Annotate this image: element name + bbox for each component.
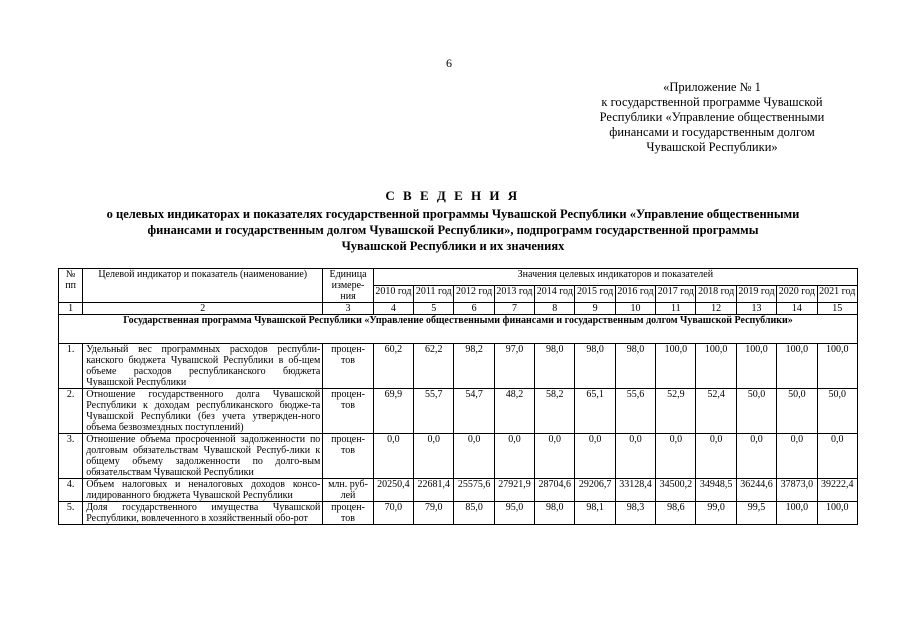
unit: процен-тов [323,344,373,389]
header-year: 2017 год [656,286,696,303]
indicator-value: 0,0 [454,434,494,479]
indicator-value: 34948,5 [696,479,736,502]
section-title: Государственная программа Чувашской Республики «Управление общественными финансами и государственным долгом Чувашской Республики» [59,315,858,344]
header-indicator: Целевой индикатор и показатель (наименование) [83,269,323,303]
indicator-value: 0,0 [414,434,454,479]
document-title: С В Е Д Е Н И Я [385,188,520,203]
unit: процен-тов [323,389,373,434]
indicator-value: 0,0 [373,434,413,479]
column-number: 14 [777,303,817,315]
indicator-value: 27921,9 [494,479,534,502]
indicator-value: 39222,4 [817,479,857,502]
unit: процен-тов [323,434,373,479]
indicator-value: 62,2 [414,344,454,389]
indicator-value: 60,2 [373,344,413,389]
header-unit: Единица измере-ния [323,269,373,303]
indicators-table [58,268,858,525]
indicator-value: 34500,2 [656,479,696,502]
indicator-value: 37873,0 [777,479,817,502]
indicator-value: 55,7 [414,389,454,434]
unit: процен-тов [323,502,373,525]
indicator-value: 99,5 [736,502,776,525]
header-year: 2016 год [615,286,655,303]
indicator-value: 52,4 [696,389,736,434]
indicator-value: 100,0 [656,344,696,389]
indicator-value: 0,0 [736,434,776,479]
column-number: 1 [59,303,83,315]
indicator-name: Удельный вес программных расходов республи-канского бюджета Чувашской Республики в об-щем объеме расходов республиканского бюджета Чувашской Республики [83,344,323,389]
indicator-value: 98,3 [615,502,655,525]
appendix-note [578,80,846,155]
indicator-name: Доля государственного имущества Чувашской Республики, вовлеченного в хозяйственный обо-рот [83,502,323,525]
table-row [59,434,858,479]
appendix-line: к государственной программе Чувашской [601,95,823,109]
header-year: 2013 год [494,286,534,303]
indicator-value: 70,0 [373,502,413,525]
row-number: 5. [59,502,83,525]
indicator-value: 58,2 [535,389,575,434]
indicator-value: 0,0 [494,434,534,479]
header-year: 2010 год [373,286,413,303]
header-year: 2019 год [736,286,776,303]
header-year: 2014 год [535,286,575,303]
subtitle-line: о целевых индикаторах и показателях государственной программы Чувашской Республики «Управление общественными [106,207,800,221]
column-number: 9 [575,303,615,315]
column-number: 3 [323,303,373,315]
subtitle-line: Чувашской Республики и их значениях [341,239,565,253]
indicator-value: 69,9 [373,389,413,434]
indicator-value: 25575,6 [454,479,494,502]
subtitle-line: финансами и государственным долгом Чувашской Республики», подпрограмм государственной программы [147,223,759,237]
indicator-value: 55,6 [615,389,655,434]
indicator-value: 0,0 [777,434,817,479]
indicator-value: 98,1 [575,502,615,525]
header-no: № пп [59,269,83,303]
row-number: 4. [59,479,83,502]
row-number: 2. [59,389,83,434]
column-number: 6 [454,303,494,315]
header-row [59,269,858,286]
header-year: 2011 год [414,286,454,303]
indicator-value: 48,2 [494,389,534,434]
header-year: 2020 год [777,286,817,303]
column-number: 12 [696,303,736,315]
indicator-value: 33128,4 [615,479,655,502]
appendix-line: Чувашской Республики» [646,140,778,154]
indicator-value: 22681,4 [414,479,454,502]
column-numbers-row [59,303,858,315]
indicator-value: 100,0 [777,502,817,525]
indicator-value: 100,0 [817,344,857,389]
header-year: 2018 год [696,286,736,303]
indicator-name: Объем налоговых и неналоговых доходов консо-лидированного бюджета Чувашской Республики [83,479,323,502]
header-year: 2012 год [454,286,494,303]
page-number: 6 [446,56,452,70]
header-values: Значения целевых индикаторов и показателей [373,269,857,286]
header-year: 2015 год [575,286,615,303]
indicator-value: 29206,7 [575,479,615,502]
table-row [59,344,858,389]
indicator-value: 100,0 [696,344,736,389]
indicator-value: 28704,6 [535,479,575,502]
table-row [59,502,858,525]
indicator-value: 0,0 [615,434,655,479]
column-number: 8 [535,303,575,315]
header-year: 2021 год [817,286,857,303]
indicator-value: 97,0 [494,344,534,389]
unit: млн. руб-лей [323,479,373,502]
column-number: 10 [615,303,655,315]
column-number: 4 [373,303,413,315]
indicator-value: 100,0 [736,344,776,389]
indicator-value: 79,0 [414,502,454,525]
indicator-value: 0,0 [817,434,857,479]
table-row [59,389,858,434]
indicator-value: 20250,4 [373,479,413,502]
appendix-line: «Приложение № 1 [663,80,761,94]
row-number: 3. [59,434,83,479]
indicator-value: 98,0 [535,502,575,525]
indicator-value: 36244,6 [736,479,776,502]
section-row [59,315,858,344]
indicator-value: 0,0 [535,434,575,479]
column-number: 5 [414,303,454,315]
column-number: 13 [736,303,776,315]
indicator-value: 98,2 [454,344,494,389]
indicator-value: 100,0 [817,502,857,525]
column-number: 15 [817,303,857,315]
indicator-value: 0,0 [656,434,696,479]
appendix-line: финансами и государственным долгом [609,125,815,139]
indicator-value: 50,0 [817,389,857,434]
indicator-value: 0,0 [696,434,736,479]
indicator-value: 50,0 [777,389,817,434]
indicator-value: 50,0 [736,389,776,434]
table-row [59,479,858,502]
indicator-value: 99,0 [696,502,736,525]
indicator-value: 98,0 [575,344,615,389]
column-number: 7 [494,303,534,315]
appendix-line: Республики «Управление общественными [599,110,825,124]
indicator-value: 100,0 [777,344,817,389]
indicator-value: 52,9 [656,389,696,434]
indicator-value: 0,0 [575,434,615,479]
document-subtitle [58,206,848,254]
indicator-value: 54,7 [454,389,494,434]
indicator-value: 85,0 [454,502,494,525]
row-number: 1. [59,344,83,389]
indicator-value: 98,0 [535,344,575,389]
indicator-name: Отношение объема просроченной задолженности по долговым обязательствам Чувашской Респуб-лики к общему объему задолженности по долго-вым обязательствам Чувашской Республики [83,434,323,479]
column-number: 11 [656,303,696,315]
indicator-value: 95,0 [494,502,534,525]
indicator-value: 98,0 [615,344,655,389]
column-number: 2 [83,303,323,315]
indicator-value: 65,1 [575,389,615,434]
indicator-name: Отношение государственного долга Чувашской Республики к доходам республиканского бюдже-та Чувашской Республики (без учета утвержден-ного объема безвозмездных поступлений) [83,389,323,434]
indicator-value: 98,6 [656,502,696,525]
